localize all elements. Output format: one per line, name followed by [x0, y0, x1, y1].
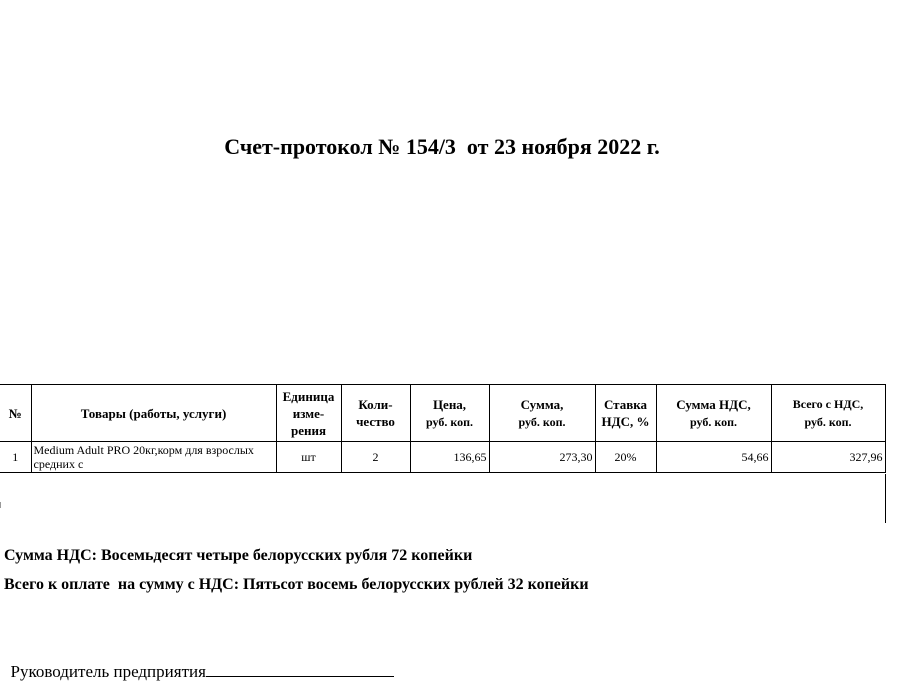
header-sum [489, 385, 595, 442]
header-sum-line1: Сумма, [520, 396, 564, 412]
header-vat-rate [595, 385, 656, 442]
header-goods: Товары (работы, услуги) [31, 385, 276, 442]
signature-block [2, 641, 394, 682]
goods-table [0, 384, 886, 473]
header-unit [276, 385, 341, 442]
cell-vat-rate: 20% [595, 442, 656, 473]
header-total-line1: Всего с НДС, [792, 397, 864, 411]
header-total-line2: руб. коп. [804, 415, 852, 429]
header-price [410, 385, 489, 442]
total-in-words: Всего к оплате на сумму с НДС: Пятьсот восемь белорусских рублей 32 копейки [4, 576, 589, 593]
header-vat-rate-line1: Ставка [603, 397, 648, 412]
header-vat-sum-line2: руб. коп. [689, 414, 738, 429]
header-unit-line2: изме- [292, 405, 325, 421]
header-total [771, 385, 885, 442]
cell-sum: 273,30 [489, 442, 595, 473]
cell-qty: 2 [341, 442, 410, 473]
signature-label: Руководитель предприятия [10, 662, 206, 681]
header-price-line1: Цена, [432, 396, 467, 412]
divider [0, 502, 1, 508]
cell-num: 1 [0, 442, 31, 473]
cell-goods: Medium Adult PRO 20кг,корм для взрослых средних с [31, 442, 276, 473]
header-qty-line1: Коли- [358, 397, 393, 412]
cell-price: 136,65 [410, 442, 489, 473]
cell-total: 327,96 [771, 442, 885, 473]
cell-unit: шт [276, 442, 341, 473]
header-vat-sum-line1: Сумма НДС, [676, 396, 751, 412]
vat-sum-in-words: Сумма НДС: Восемьдесят четыре белорусских рубля 72 копейки [4, 547, 473, 564]
header-unit-line3: рения [290, 422, 326, 438]
header-unit-line1: Единица [282, 388, 335, 404]
header-qty-line2: чество [356, 414, 395, 429]
header-vat-sum [656, 385, 771, 442]
header-vat-rate-line2: НДС, % [601, 414, 650, 429]
table-blank-area [0, 474, 886, 523]
cell-vat-sum: 54,66 [656, 442, 771, 473]
table-row [0, 442, 885, 473]
header-qty [341, 385, 410, 442]
signature-line [206, 661, 394, 677]
header-sum-line2: руб. коп. [518, 414, 566, 429]
document-title: Счет-протокол № 154/3 от 23 ноября 2022 г. [224, 134, 660, 159]
header-price-line2: руб. коп. [425, 414, 474, 429]
table-header-row [0, 385, 885, 442]
header-num: № [0, 385, 31, 442]
